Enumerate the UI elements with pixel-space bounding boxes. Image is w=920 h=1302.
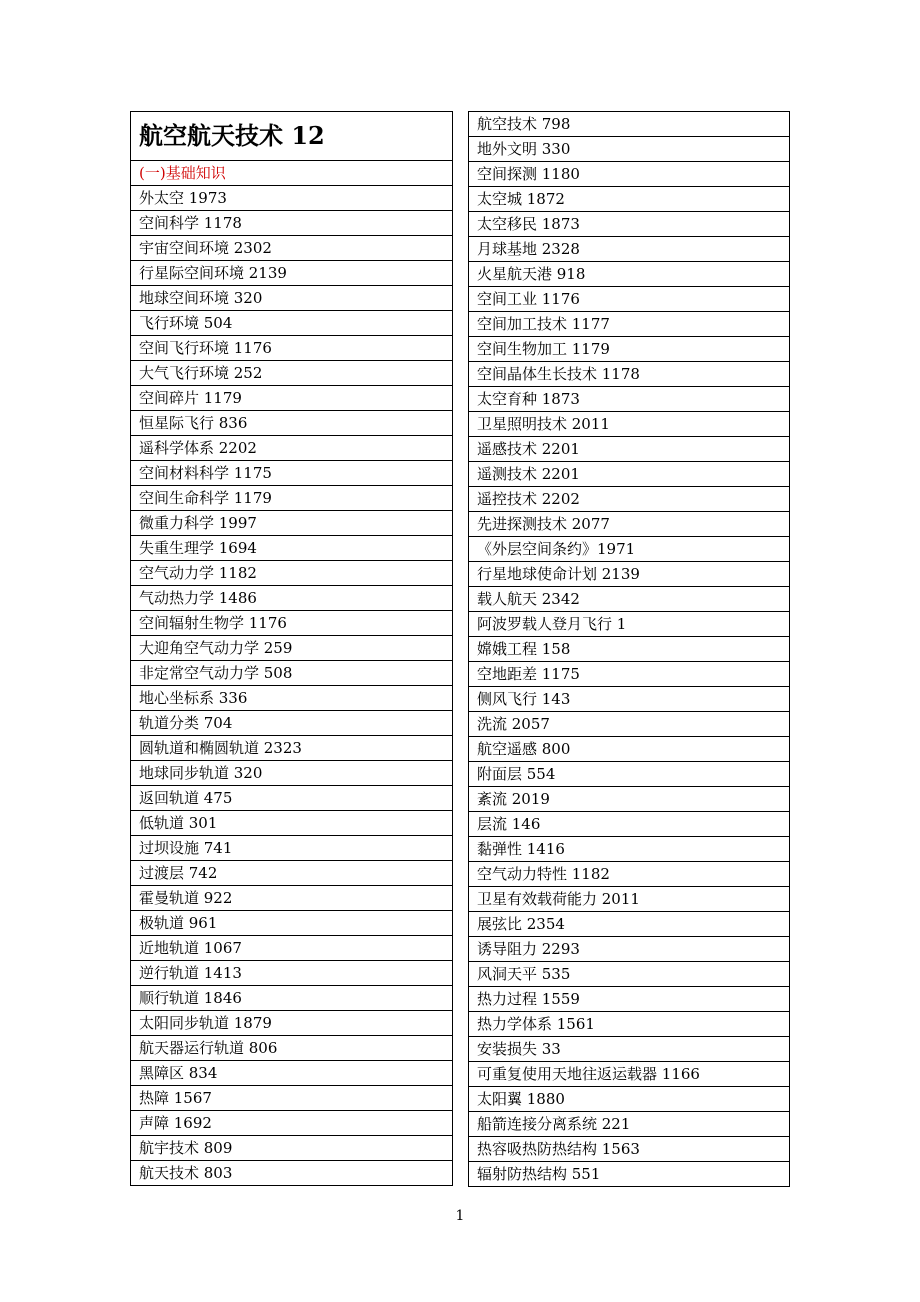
term-entry: 行星地球使命计划 2139 — [469, 562, 790, 587]
table-row — [131, 636, 453, 661]
table-row — [469, 812, 790, 837]
left-term-table — [130, 111, 453, 1186]
table-row — [469, 537, 790, 562]
term-entry: 外太空 1973 — [131, 186, 453, 211]
term-entry: 宇宙空间环境 2302 — [131, 236, 453, 261]
table-row — [131, 736, 453, 761]
page-title: 航空航天技术 12 — [131, 112, 453, 161]
table-row — [131, 661, 453, 686]
section-heading: (一)基础知识 — [131, 161, 453, 186]
term-entry: 层流 146 — [469, 812, 790, 837]
table-row — [131, 911, 453, 936]
term-entry: 大迎角空气动力学 259 — [131, 636, 453, 661]
term-entry: 微重力科学 1997 — [131, 511, 453, 536]
term-entry: 非定常空气动力学 508 — [131, 661, 453, 686]
table-row — [131, 561, 453, 586]
term-entry: 空间材料科学 1175 — [131, 461, 453, 486]
term-entry: 地心坐标系 336 — [131, 686, 453, 711]
table-row — [131, 286, 453, 311]
term-entry: 大气飞行环境 252 — [131, 361, 453, 386]
table-row — [469, 587, 790, 612]
table-row — [131, 711, 453, 736]
term-entry: 紊流 2019 — [469, 787, 790, 812]
term-entry: 航空遥感 800 — [469, 737, 790, 762]
term-entry: 黑障区 834 — [131, 1061, 453, 1086]
table-row — [469, 112, 790, 137]
term-entry: 恒星际飞行 836 — [131, 411, 453, 436]
term-entry: 遥控技术 2202 — [469, 487, 790, 512]
term-entry: 行星际空间环境 2139 — [131, 261, 453, 286]
table-row — [131, 336, 453, 361]
term-entry: 航空技术 798 — [469, 112, 790, 137]
term-entry: 风洞天平 535 — [469, 962, 790, 987]
term-entry: 侧风飞行 143 — [469, 687, 790, 712]
term-entry: 地外文明 330 — [469, 137, 790, 162]
term-entry: 空间碎片 1179 — [131, 386, 453, 411]
term-entry: 空间加工技术 1177 — [469, 312, 790, 337]
table-row — [469, 687, 790, 712]
table-row — [469, 262, 790, 287]
table-row — [131, 811, 453, 836]
term-entry: 气动热力学 1486 — [131, 586, 453, 611]
table-row — [131, 1161, 453, 1186]
term-entry: 地球同步轨道 320 — [131, 761, 453, 786]
table-row — [469, 837, 790, 862]
table-row — [469, 762, 790, 787]
table-row — [131, 1111, 453, 1136]
term-entry: 返回轨道 475 — [131, 786, 453, 811]
term-entry: 飞行环境 504 — [131, 311, 453, 336]
term-entry: 失重生理学 1694 — [131, 536, 453, 561]
table-row — [469, 637, 790, 662]
table-row — [131, 936, 453, 961]
table-row — [131, 861, 453, 886]
term-entry: 霍曼轨道 922 — [131, 886, 453, 911]
term-entry: 载人航天 2342 — [469, 587, 790, 612]
term-entry: 空间科学 1178 — [131, 211, 453, 236]
term-entry: 空地距差 1175 — [469, 662, 790, 687]
table-row — [131, 386, 453, 411]
table-row — [469, 862, 790, 887]
table-row — [469, 162, 790, 187]
term-entry: 安装损失 33 — [469, 1037, 790, 1062]
term-entry: 低轨道 301 — [131, 811, 453, 836]
term-entry: 顺行轨道 1846 — [131, 986, 453, 1011]
term-entry: 遥测技术 2201 — [469, 462, 790, 487]
term-entry: 极轨道 961 — [131, 911, 453, 936]
table-row — [131, 311, 453, 336]
right-term-table — [468, 111, 790, 1187]
term-entry: 太阳翼 1880 — [469, 1087, 790, 1112]
table-row — [469, 387, 790, 412]
table-row — [131, 1086, 453, 1111]
term-entry: 船箭连接分离系统 221 — [469, 1112, 790, 1137]
term-entry: 阿波罗载人登月飞行 1 — [469, 612, 790, 637]
table-row — [469, 137, 790, 162]
table-row — [469, 1087, 790, 1112]
term-entry: 热容吸热防热结构 1563 — [469, 1137, 790, 1162]
term-entry: 地球空间环境 320 — [131, 286, 453, 311]
table-row — [469, 337, 790, 362]
table-row — [469, 1162, 790, 1187]
table-row — [131, 211, 453, 236]
term-entry: 空间工业 1176 — [469, 287, 790, 312]
table-row — [131, 786, 453, 811]
table-row — [469, 712, 790, 737]
term-entry: 诱导阻力 2293 — [469, 937, 790, 962]
table-row — [469, 1137, 790, 1162]
term-entry: 空间生物加工 1179 — [469, 337, 790, 362]
term-entry: 逆行轨道 1413 — [131, 961, 453, 986]
term-entry: 洗流 2057 — [469, 712, 790, 737]
term-entry: 太空育种 1873 — [469, 387, 790, 412]
table-row — [131, 536, 453, 561]
term-entry: 太空移民 1873 — [469, 212, 790, 237]
term-entry: 嫦娥工程 158 — [469, 637, 790, 662]
section-row — [131, 161, 453, 186]
table-row — [131, 411, 453, 436]
table-row — [469, 437, 790, 462]
table-row — [131, 1036, 453, 1061]
table-row — [469, 487, 790, 512]
table-row — [131, 686, 453, 711]
table-row — [469, 1112, 790, 1137]
table-row — [469, 187, 790, 212]
table-row — [469, 987, 790, 1012]
term-entry: 空间辐射生物学 1176 — [131, 611, 453, 636]
term-entry: 卫星照明技术 2011 — [469, 412, 790, 437]
term-entry: 热力过程 1559 — [469, 987, 790, 1012]
page-number: 1 — [455, 1208, 465, 1224]
term-entry: 过渡层 742 — [131, 861, 453, 886]
term-entry: 空气动力学 1182 — [131, 561, 453, 586]
term-entry: 声障 1692 — [131, 1111, 453, 1136]
table-row — [131, 986, 453, 1011]
term-entry: 近地轨道 1067 — [131, 936, 453, 961]
table-row — [469, 562, 790, 587]
table-row — [469, 887, 790, 912]
table-row — [469, 737, 790, 762]
table-row — [469, 662, 790, 687]
table-row — [469, 912, 790, 937]
table-row — [131, 611, 453, 636]
table-row — [131, 361, 453, 386]
term-entry: 附面层 554 — [469, 762, 790, 787]
table-row — [131, 836, 453, 861]
table-row — [469, 412, 790, 437]
table-row — [469, 1062, 790, 1087]
table-row — [131, 186, 453, 211]
term-entry: 遥科学体系 2202 — [131, 436, 453, 461]
table-row — [131, 586, 453, 611]
term-entry: 空气动力特性 1182 — [469, 862, 790, 887]
term-entry: 黏弹性 1416 — [469, 837, 790, 862]
table-row — [131, 486, 453, 511]
term-entry: 太阳同步轨道 1879 — [131, 1011, 453, 1036]
term-entry: 空间晶体生长技术 1178 — [469, 362, 790, 387]
term-entry: 热障 1567 — [131, 1086, 453, 1111]
term-entry: 空间飞行环境 1176 — [131, 336, 453, 361]
table-row — [469, 287, 790, 312]
table-row — [131, 761, 453, 786]
table-row — [469, 1037, 790, 1062]
term-entry: 卫星有效载荷能力 2011 — [469, 887, 790, 912]
table-row — [131, 236, 453, 261]
term-entry: 航天技术 803 — [131, 1161, 453, 1186]
table-row — [131, 1136, 453, 1161]
table-row — [131, 511, 453, 536]
table-row — [131, 461, 453, 486]
table-row — [469, 937, 790, 962]
table-row — [469, 312, 790, 337]
term-entry: 轨道分类 704 — [131, 711, 453, 736]
term-entry: 太空城 1872 — [469, 187, 790, 212]
term-entry: 热力学体系 1561 — [469, 1012, 790, 1037]
table-row — [469, 962, 790, 987]
term-entry: 辐射防热结构 551 — [469, 1162, 790, 1187]
term-entry: 月球基地 2328 — [469, 237, 790, 262]
term-entry: 圆轨道和椭圆轨道 2323 — [131, 736, 453, 761]
term-entry: 过坝设施 741 — [131, 836, 453, 861]
table-row — [469, 612, 790, 637]
table-row — [131, 1011, 453, 1036]
table-row — [469, 462, 790, 487]
term-entry: 航宇技术 809 — [131, 1136, 453, 1161]
table-row — [469, 362, 790, 387]
table-row — [131, 886, 453, 911]
term-entry: 火星航天港 918 — [469, 262, 790, 287]
term-entry: 遥感技术 2201 — [469, 437, 790, 462]
table-row — [131, 961, 453, 986]
term-entry: 航天器运行轨道 806 — [131, 1036, 453, 1061]
table-row — [131, 261, 453, 286]
table-row — [469, 1012, 790, 1037]
term-entry: 空间探测 1180 — [469, 162, 790, 187]
term-entry: 展弦比 2354 — [469, 912, 790, 937]
term-entry: 空间生命科学 1179 — [131, 486, 453, 511]
table-row — [469, 212, 790, 237]
term-entry: 可重复使用天地往返运载器 1166 — [469, 1062, 790, 1087]
table-row — [131, 1061, 453, 1086]
term-entry: 《外层空间条约》1971 — [469, 537, 790, 562]
term-entry: 先进探测技术 2077 — [469, 512, 790, 537]
table-row — [469, 787, 790, 812]
title-row — [131, 112, 453, 161]
table-row — [131, 436, 453, 461]
table-row — [469, 512, 790, 537]
table-row — [469, 237, 790, 262]
